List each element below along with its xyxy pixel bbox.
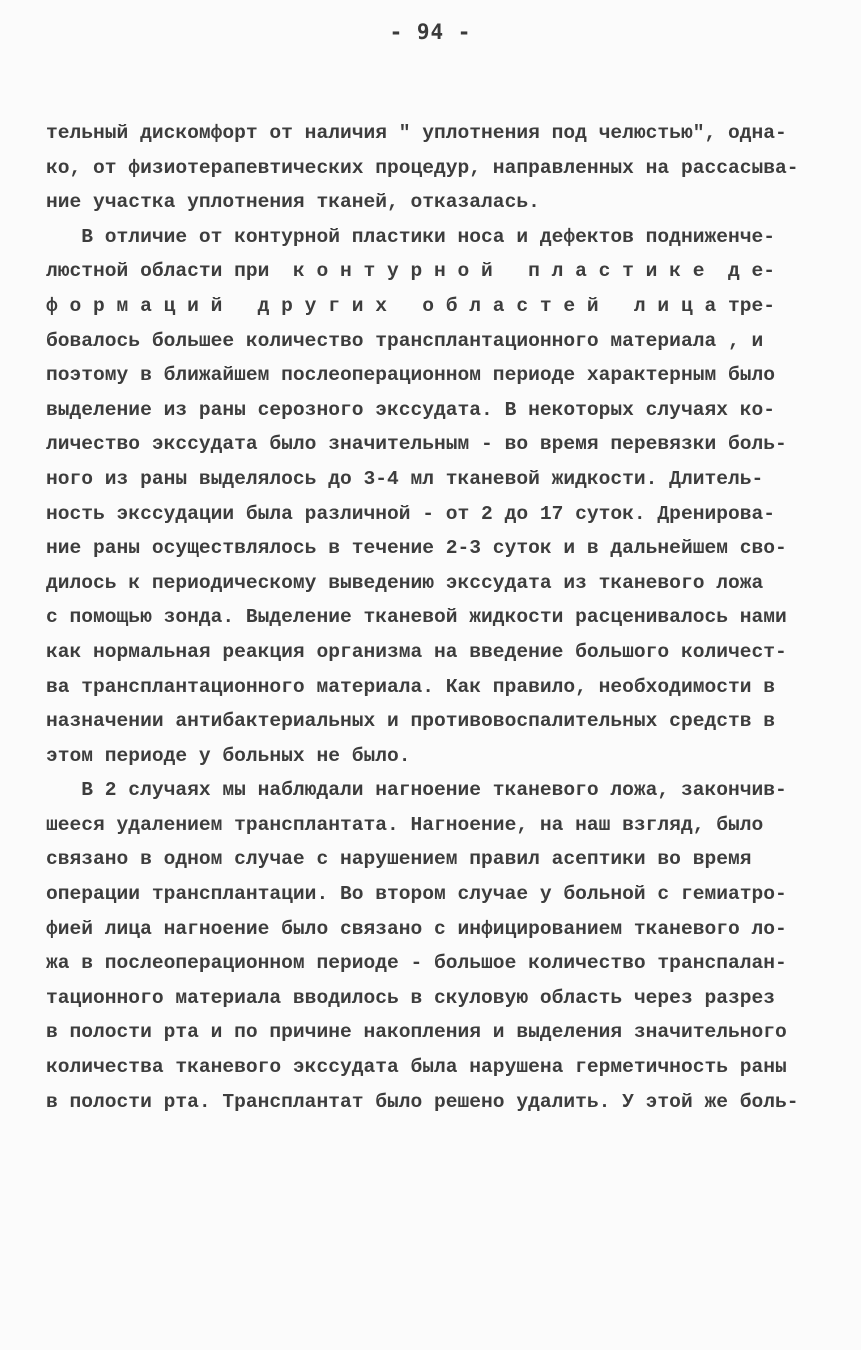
text-line: В 2 случаях мы наблюдали нагноение тканевого ложа, закончив- bbox=[46, 779, 787, 802]
text-line: ко, от физиотерапевтических процедур, направленных на рассасыва- bbox=[46, 156, 799, 179]
text-line: личество экссудата было значительным - во время перевязки боль- bbox=[46, 433, 787, 456]
text-line: с помощью зонда. Выделение тканевой жидкости расценивалось нами bbox=[46, 606, 787, 629]
text-line: поэтому в ближайшем послеоперационном периоде характерным было bbox=[46, 364, 776, 387]
text-line: как нормальная реакция организма на введение большого количест- bbox=[46, 640, 787, 663]
text-line: фией лица нагноение было связано с инфицированием тканевого ло- bbox=[46, 917, 787, 940]
text-line: бовалось большее количество трансплантационного материала , и bbox=[46, 329, 764, 352]
text-line: ность экссудации была различной - от 2 до 17 суток. Дренирова- bbox=[46, 502, 776, 525]
text-line: связано в одном случае с нарушением правил асептики во время bbox=[46, 848, 752, 871]
text-line: ного из раны выделялось до 3-4 мл тканевой жидкости. Длитель- bbox=[46, 467, 764, 490]
page-number: - 94 - bbox=[389, 20, 472, 44]
body-text bbox=[46, 116, 806, 1119]
text-line: ние раны осуществлялось в течение 2-3 суток и в дальнейшем сво- bbox=[46, 537, 787, 560]
text-line: количества тканевого экссудата была нарушена герметичность раны bbox=[46, 1056, 787, 1079]
text-line: тационного материала вводилось в скуловую область через разрез bbox=[46, 986, 776, 1009]
text-line: В отличие от контурной пластики носа и дефектов подниженче- bbox=[46, 225, 776, 248]
text-line: люстной области при к о н т у р н о й п л а с т и к е д е- bbox=[46, 260, 776, 283]
text-line: жа в послеоперационном периоде - большое количество транспалан- bbox=[46, 952, 787, 975]
text-line: выделение из раны серозного экссудата. В некоторых случаях ко- bbox=[46, 398, 776, 421]
text-line: ф о р м а ц и й д р у г и х о б л а с т е й л и ц а тре- bbox=[46, 294, 776, 317]
text-line: операции трансплантации. Во втором случае у больной с гемиатро- bbox=[46, 883, 787, 906]
text-line: ние участка уплотнения тканей, отказалась. bbox=[46, 191, 540, 214]
text-line: дилось к периодическому выведению экссудата из тканевого ложа bbox=[46, 571, 764, 594]
text-line: шееся удалением трансплантата. Нагноение, на наш взгляд, было bbox=[46, 813, 764, 836]
text-line: в полости рта. Трансплантат было решено удалить. У этой же боль- bbox=[46, 1090, 799, 1113]
text-line: в полости рта и по причине накопления и выделения значительного bbox=[46, 1021, 787, 1044]
text-line: назначении антибактериальных и противовоспалительных средств в bbox=[46, 710, 776, 733]
text-line: ва трансплантационного материала. Как правило, необходимости в bbox=[46, 675, 776, 698]
text-line: этом периоде у больных не было. bbox=[46, 744, 411, 767]
text-line: тельный дискомфорт от наличия " уплотнения под челюстью", одна- bbox=[46, 122, 787, 144]
